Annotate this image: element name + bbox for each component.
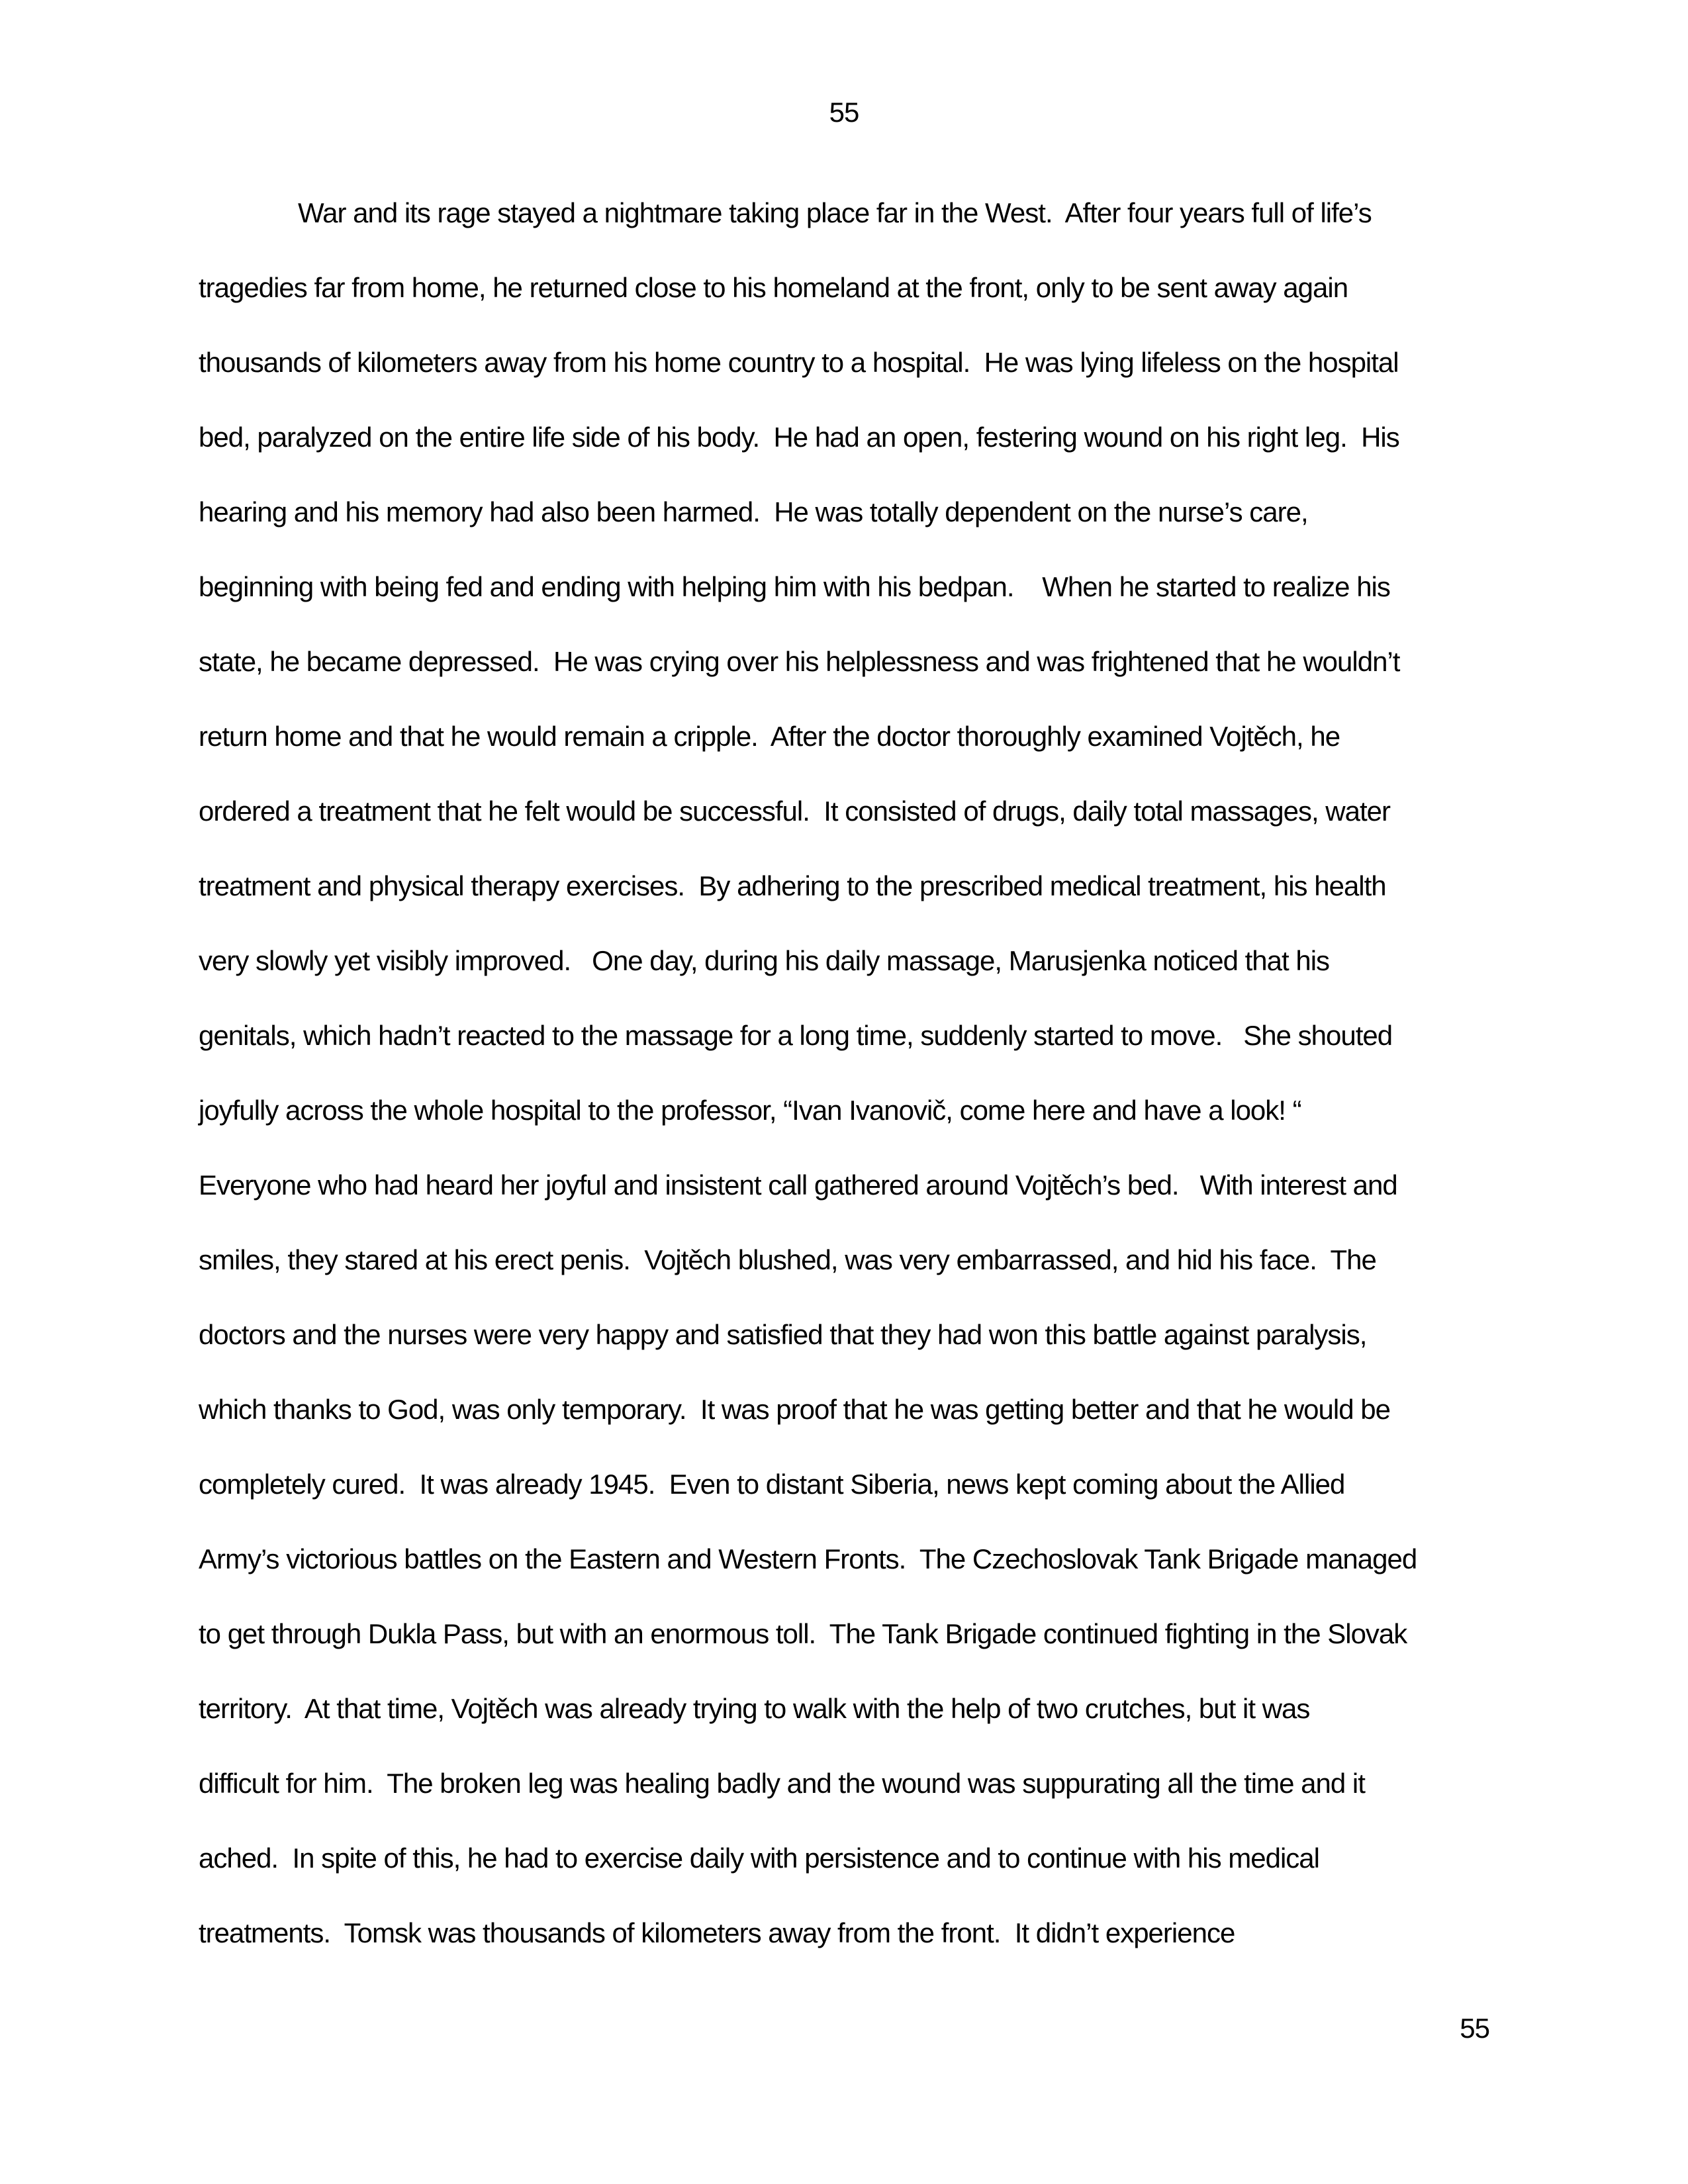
text-line: joyfully across the whole hospital to the professor, “Ivan Ivanovič, come here and have a look! “ (199, 1095, 1301, 1126)
footer-page-number: 55 (1460, 2013, 1489, 2044)
text-line: War and its rage stayed a nightmare taking place far in the West. After four years full of life’s (298, 197, 1372, 228)
text-line: bed, paralyzed on the entire life side of his body. He had an open, festering wound on his right leg. His (199, 422, 1399, 453)
text-line: return home and that he would remain a cripple. After the doctor thoroughly examined Vojtěch, he (199, 721, 1340, 752)
text-line: treatment and physical therapy exercises. By adhering to the prescribed medical treatment, his health (199, 870, 1386, 901)
text-line: Everyone who had heard her joyful and insistent call gathered around Vojtěch’s bed. With interest and (199, 1169, 1397, 1201)
text-line: completely cured. It was already 1945. Even to distant Siberia, news kept coming about the Allied (199, 1469, 1345, 1500)
text-line: treatments. Tomsk was thousands of kilometers away from the front. It didn’t experience (199, 1917, 1235, 1948)
text-line: ordered a treatment that he felt would be successful. It consisted of drugs, daily total massages, water (199, 796, 1390, 827)
body-text (199, 175, 1489, 1970)
text-line: which thanks to God, was only temporary. It was proof that he was getting better and that he would be (199, 1394, 1390, 1425)
text-line: doctors and the nurses were very happy and satisfied that they had won this battle against paralysis, (199, 1319, 1367, 1350)
text-line: difficult for him. The broken leg was healing badly and the wound was suppurating all the time and it (199, 1768, 1365, 1799)
header-page-number: 55 (829, 97, 859, 128)
text-line: state, he became depressed. He was crying over his helplessness and was frightened that he wouldn’t (199, 646, 1400, 677)
text-line: thousands of kilometers away from his home country to a hospital. He was lying lifeless on the hospital (199, 347, 1399, 378)
text-line: territory. At that time, Vojtěch was already trying to walk with the help of two crutches, but it was (199, 1693, 1310, 1724)
text-line: Army’s victorious battles on the Eastern and Western Fronts. The Czechoslovak Tank Brigade managed (199, 1543, 1417, 1574)
text-line: beginning with being fed and ending with helping him with his bedpan. When he started to realize his (199, 571, 1390, 602)
text-line: genitals, which hadn’t reacted to the massage for a long time, suddenly started to move. She shouted (199, 1020, 1393, 1051)
text-line: smiles, they stared at his erect penis. Vojtěch blushed, was very embarrassed, and hid his face. The (199, 1244, 1376, 1275)
text-line: to get through Dukla Pass, but with an enormous toll. The Tank Brigade continued fighting in the Slovak (199, 1618, 1407, 1649)
text-line: tragedies far from home, he returned close to his homeland at the front, only to be sent away again (199, 272, 1348, 303)
text-line: ached. In spite of this, he had to exercise daily with persistence and to continue with his medical (199, 1843, 1319, 1874)
text-line: very slowly yet visibly improved. One day, during his daily massage, Marusjenka noticed that his (199, 945, 1330, 976)
text-line: hearing and his memory had also been harmed. He was totally dependent on the nurse’s care, (199, 496, 1308, 527)
